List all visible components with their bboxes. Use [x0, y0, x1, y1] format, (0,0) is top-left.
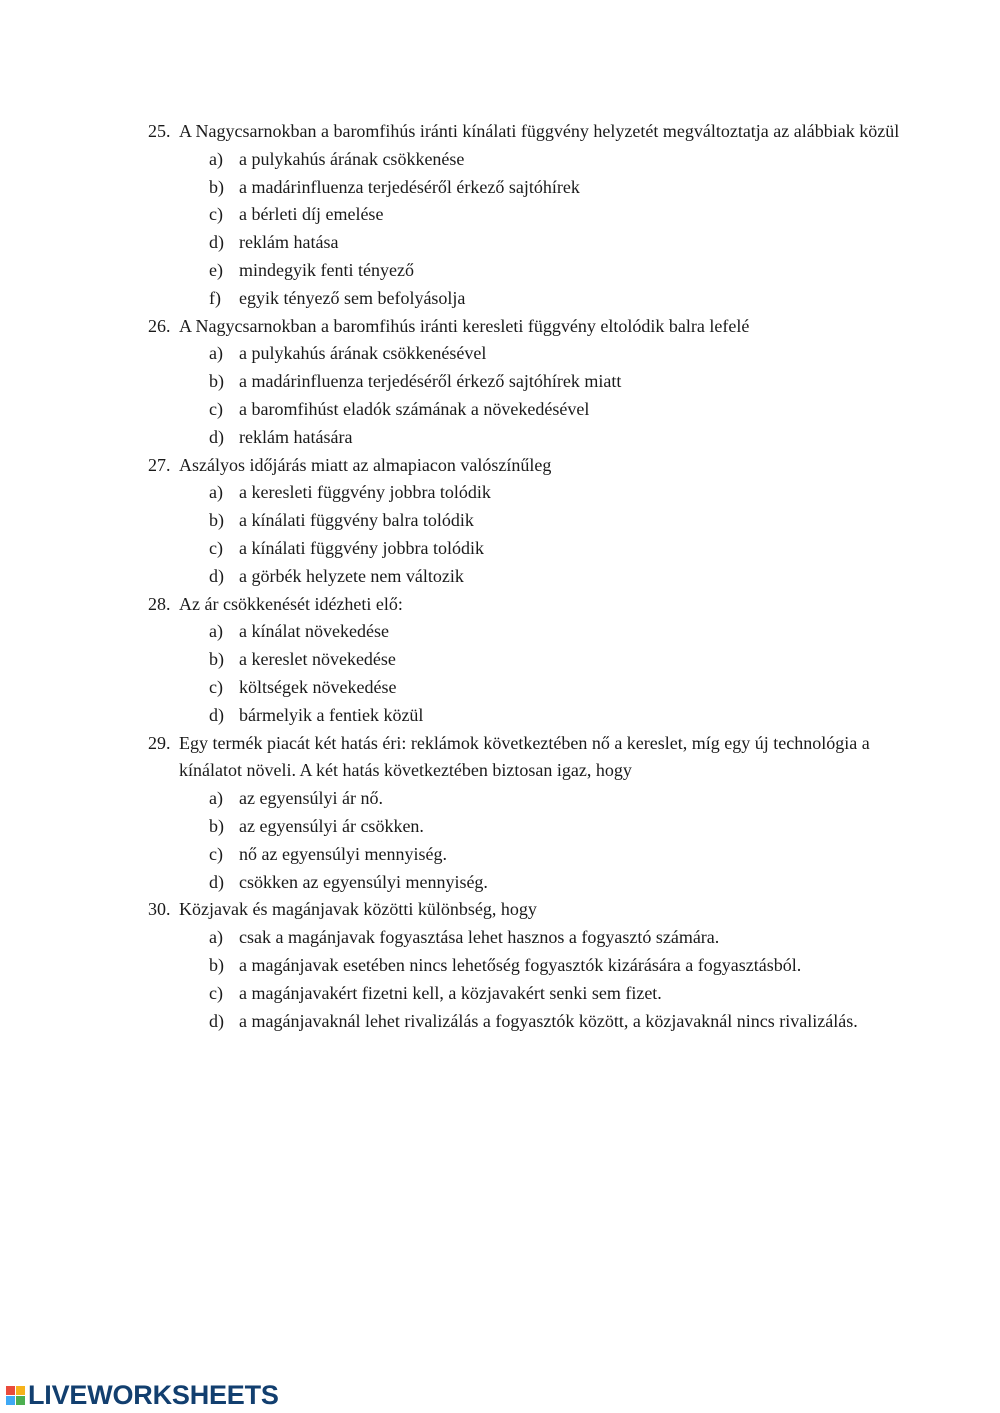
- option-text: költségek növekedése: [239, 676, 397, 697]
- option-label: d): [209, 232, 224, 253]
- answer-option: [209, 618, 908, 646]
- answer-option: [209, 340, 908, 368]
- answer-option: [209, 368, 908, 396]
- option-label: a): [209, 621, 223, 642]
- option-label: c): [209, 676, 223, 697]
- option-text: a magánjavaknál lehet rivalizálás a fogyasztók között, a közjavaknál nincs rivalizálás.: [239, 1010, 858, 1031]
- worksheet: [148, 118, 908, 1035]
- question-stem: [148, 730, 908, 786]
- option-text: csökken az egyensúlyi mennyiség.: [239, 871, 488, 892]
- answer-option: [209, 479, 908, 507]
- answer-option: [209, 1008, 908, 1036]
- question-stem: [148, 896, 908, 924]
- option-label: c): [209, 398, 223, 419]
- answer-option: [209, 980, 908, 1008]
- answer-options: [148, 618, 908, 729]
- answer-options: [148, 785, 908, 896]
- option-text: a kínálati függvény balra tolódik: [239, 510, 474, 531]
- question-text: Az ár csökkenését idézheti elő:: [179, 593, 403, 614]
- question-number: 29.: [148, 732, 171, 753]
- option-text: a madárinfluenza terjedéséről érkező sajtóhírek: [239, 176, 580, 197]
- answer-options: [148, 479, 908, 590]
- option-label: a): [209, 343, 223, 364]
- answer-option: [209, 702, 908, 730]
- answer-option: [209, 257, 908, 285]
- answer-options: [148, 924, 908, 1035]
- question-30: [148, 896, 908, 1035]
- footer-brand: [6, 1380, 279, 1410]
- answer-option: [209, 785, 908, 813]
- option-label: b): [209, 371, 224, 392]
- option-label: d): [209, 871, 224, 892]
- answer-option: [209, 841, 908, 869]
- option-label: d): [209, 704, 224, 725]
- option-label: b): [209, 649, 224, 670]
- question-27: [148, 452, 908, 591]
- option-label: c): [209, 843, 223, 864]
- option-label: b): [209, 954, 224, 975]
- question-number: 30.: [148, 899, 171, 920]
- option-text: a pulykahús árának csökkenésével: [239, 343, 487, 364]
- question-stem: [148, 118, 908, 146]
- answer-option: [209, 146, 908, 174]
- question-28: [148, 591, 908, 730]
- answer-option: [209, 646, 908, 674]
- option-text: a bérleti díj emelése: [239, 204, 384, 225]
- answer-option: [209, 229, 908, 257]
- option-label: b): [209, 176, 224, 197]
- answer-option: [209, 424, 908, 452]
- option-text: a kínálat növekedése: [239, 621, 389, 642]
- option-text: a kínálati függvény jobbra tolódik: [239, 537, 484, 558]
- question-stem: [148, 591, 908, 619]
- option-label: c): [209, 204, 223, 225]
- brand-name: LIVEWORKSHEETS: [28, 1379, 279, 1410]
- answer-option: [209, 674, 908, 702]
- option-text: a pulykahús árának csökkenése: [239, 148, 465, 169]
- answer-option: [209, 813, 908, 841]
- option-text: a magánjavak esetében nincs lehetőség fogyasztók kizárására a fogyasztásból.: [239, 954, 802, 975]
- option-label: e): [209, 259, 223, 280]
- option-label: a): [209, 788, 223, 809]
- option-text: bármelyik a fentiek közül: [239, 704, 424, 725]
- answer-option: [209, 869, 908, 897]
- option-text: az egyensúlyi ár csökken.: [239, 815, 424, 836]
- option-text: a görbék helyzete nem változik: [239, 565, 464, 586]
- question-25: [148, 118, 908, 313]
- answer-options: [148, 146, 908, 313]
- option-label: d): [209, 565, 224, 586]
- question-text: A Nagycsarnokban a baromfihús iránti kínálati függvény helyzetét megváltoztatja az alábbiak közül: [179, 121, 900, 141]
- answer-option: [209, 952, 908, 980]
- answer-option: [209, 174, 908, 202]
- option-label: f): [209, 287, 221, 308]
- option-label: a): [209, 482, 223, 503]
- option-text: a madárinfluenza terjedéséről érkező sajtóhírek miatt: [239, 371, 622, 392]
- option-label: c): [209, 982, 223, 1003]
- option-label: d): [209, 1010, 224, 1031]
- question-stem: [148, 452, 908, 480]
- question-number: 28.: [148, 593, 171, 614]
- option-text: egyik tényező sem befolyásolja: [239, 287, 466, 308]
- option-text: csak a magánjavak fogyasztása lehet hasznos a fogyasztó számára.: [239, 927, 720, 948]
- option-label: a): [209, 927, 223, 948]
- question-number: 27.: [148, 454, 171, 475]
- option-text: reklám hatása: [239, 232, 339, 253]
- option-text: az egyensúlyi ár nő.: [239, 788, 383, 809]
- answer-option: [209, 507, 908, 535]
- logo-square: [6, 1396, 15, 1405]
- answer-option: [209, 535, 908, 563]
- question-stem: [148, 313, 908, 341]
- answer-option: [209, 201, 908, 229]
- logo-square: [16, 1386, 25, 1395]
- option-label: b): [209, 815, 224, 836]
- question-26: [148, 313, 908, 452]
- question-text: Közjavak és magánjavak közötti különbség, hogy: [179, 899, 537, 920]
- answer-option: [209, 563, 908, 591]
- option-label: d): [209, 426, 224, 447]
- question-29: [148, 730, 908, 897]
- question-text: Aszályos időjárás miatt az almapiacon valószínűleg: [179, 454, 552, 475]
- option-text: reklám hatására: [239, 426, 353, 447]
- option-text: a keresleti függvény jobbra tolódik: [239, 482, 491, 503]
- option-text: a magánjavakért fizetni kell, a közjavakért senki sem fizet.: [239, 982, 662, 1003]
- question-text: Egy termék piacát két hatás éri: reklámok következtében nő a kereslet, míg egy új technológia a kínálatot növeli. A két hatás következtében biztosan igaz, hogy: [179, 732, 870, 781]
- option-label: b): [209, 510, 224, 531]
- question-text: A Nagycsarnokban a baromfihús iránti keresleti függvény eltolódik balra lefelé: [179, 315, 750, 336]
- option-label: a): [209, 148, 223, 169]
- option-text: nő az egyensúlyi mennyiség.: [239, 843, 447, 864]
- option-text: a kereslet növekedése: [239, 649, 396, 670]
- liveworksheets-logo-icon: [6, 1386, 25, 1405]
- answer-option: [209, 285, 908, 313]
- logo-square: [16, 1396, 25, 1405]
- question-number: 26.: [148, 315, 171, 336]
- answer-option: [209, 924, 908, 952]
- option-label: c): [209, 537, 223, 558]
- logo-square: [6, 1386, 15, 1395]
- option-text: mindegyik fenti tényező: [239, 259, 414, 280]
- answer-option: [209, 396, 908, 424]
- answer-options: [148, 340, 908, 451]
- option-text: a baromfihúst eladók számának a növekedésével: [239, 398, 590, 419]
- question-number: 25.: [148, 121, 171, 141]
